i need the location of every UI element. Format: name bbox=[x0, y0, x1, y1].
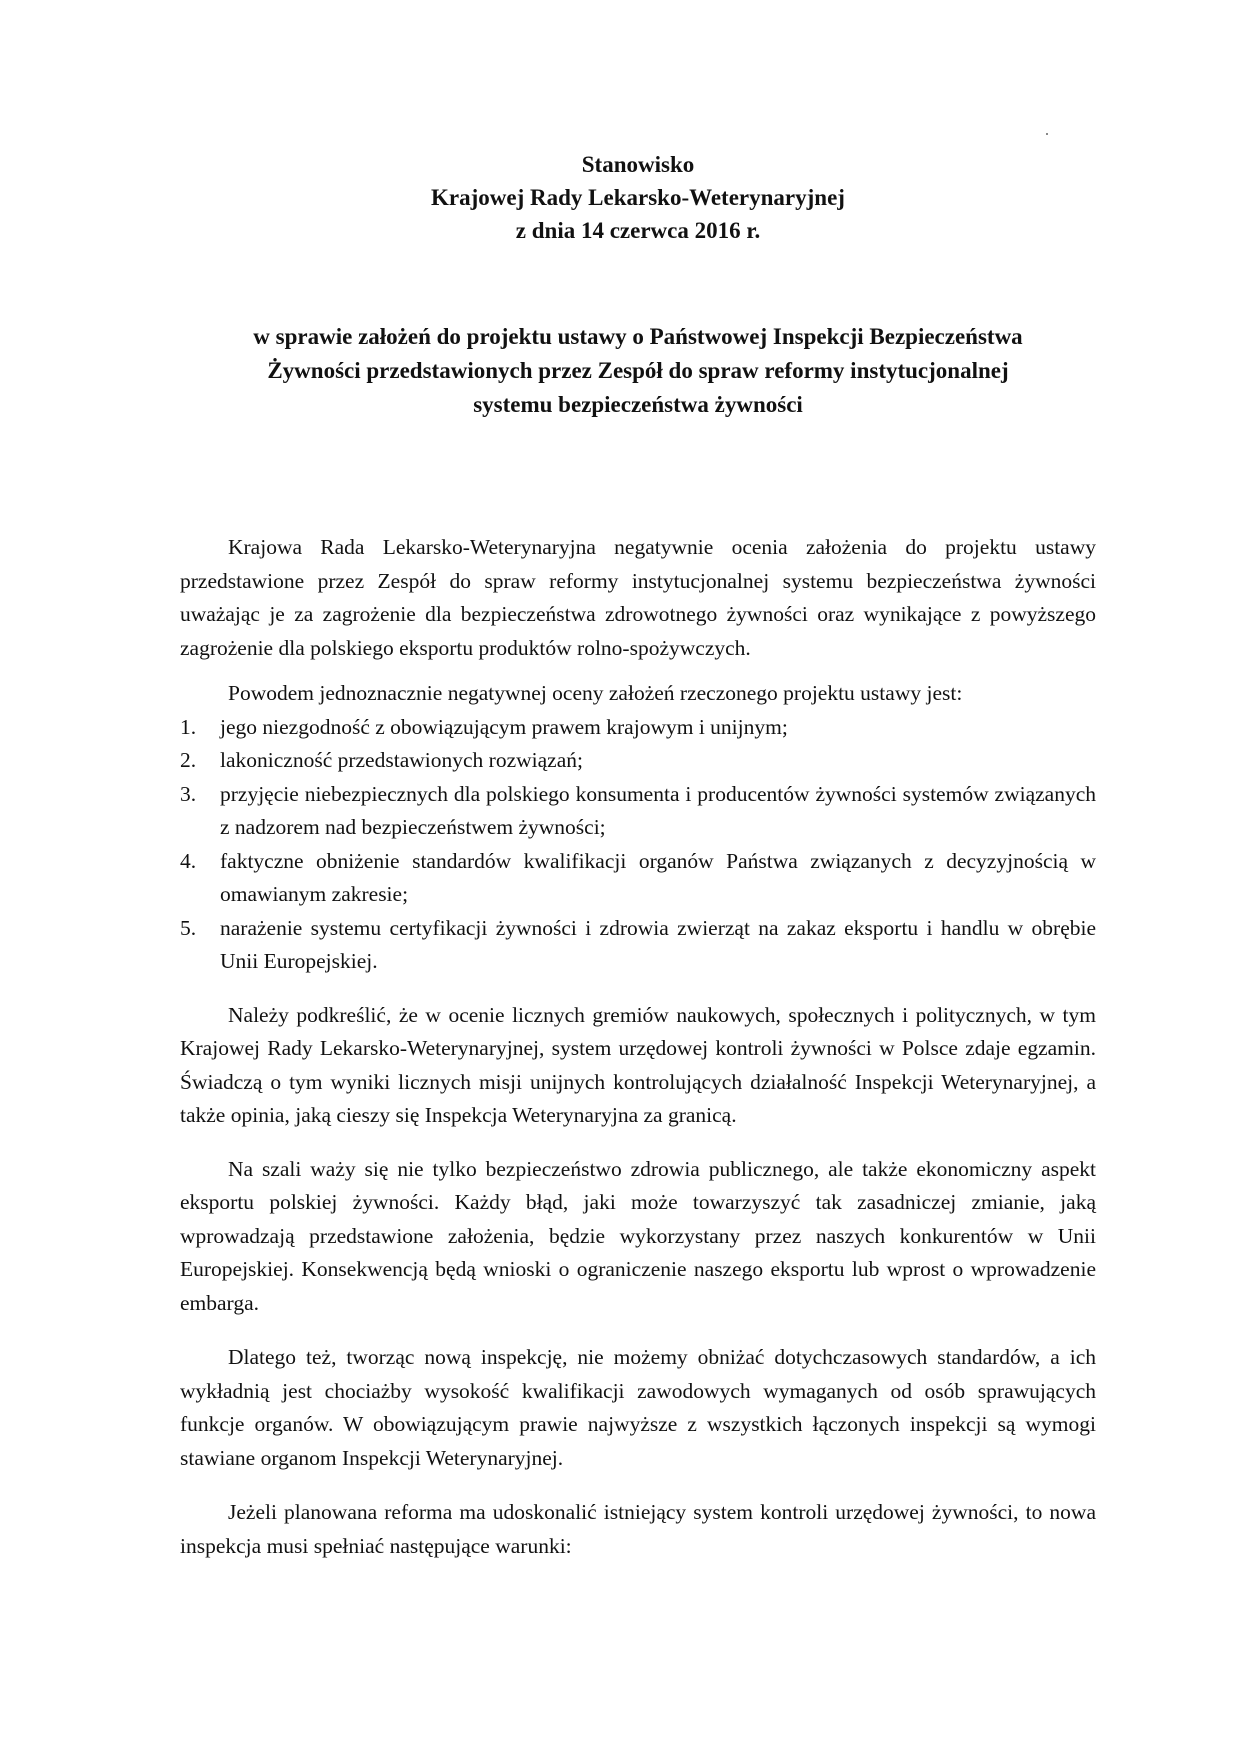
list-item-number: 3. bbox=[180, 781, 197, 806]
header-date: z dnia 14 czerwca 2016 r. bbox=[515, 218, 761, 243]
subject-line-2: Żywności przedstawionych przez Zespół do spraw reformy instytucjonalnej bbox=[267, 358, 1009, 383]
paragraph-5: Dlatego też, tworząc nową inspekcję, nie możemy obniżać dotychczasowych standardów, a ich wykładnią jest chociażby wysokość kwalifikacji zawodowych wymaganych od osób sprawujących funkcje organów. W obowiązującym prawie najwyższe z wszystkich łączonych inspekcji są wymogi stawiane organom Inspekcji Weterynaryjnej. bbox=[180, 1345, 1096, 1470]
list-item bbox=[180, 744, 1096, 778]
paragraph-1: Krajowa Rada Lekarsko-Weterynaryjna negatywnie ocenia założenia do projektu ustawy przedstawione przez Zespół do spraw reformy instytucjonalnej systemu bezpieczeństwa żywności uważając je za zagrożenie dla bezpieczeństwa zdrowotnego żywności oraz wynikające z powyższego zagrożenie dla polskiego eksportu produktów rolno-spożywczych. bbox=[180, 535, 1096, 660]
list-item-text: narażenie systemu certyfikacji żywności i zdrowia zwierząt na zakaz eksportu i handlu w obrębie Unii Europejskiej. bbox=[220, 915, 1096, 973]
document-content bbox=[180, 148, 1096, 1563]
list-item bbox=[180, 912, 1096, 979]
document-subject bbox=[180, 320, 1096, 422]
list-item bbox=[180, 778, 1096, 845]
header-title: Stanowisko bbox=[581, 152, 695, 177]
list-item-text: przyjęcie niebezpiecznych dla polskiego konsumenta i producentów żywności systemów związanych z nadzorem nad bezpieczeństwem żywności; bbox=[220, 781, 1096, 839]
list-item-text: lakoniczność przedstawionych rozwiązań; bbox=[220, 748, 583, 772]
subject-line-3: systemu bezpieczeństwa żywności bbox=[473, 392, 803, 417]
list-item-number: 4. bbox=[180, 848, 197, 873]
list-item-number: 5. bbox=[180, 915, 197, 940]
list-item-number: 1. bbox=[180, 714, 197, 739]
paragraph-2: Powodem jednoznacznie negatywnej oceny założeń rzeczonego projektu ustawy jest: bbox=[228, 681, 963, 705]
list-item bbox=[180, 845, 1096, 912]
list-item bbox=[180, 711, 1096, 745]
scan-artifact bbox=[1046, 133, 1048, 135]
subject-line-1: w sprawie założeń do projektu ustawy o Państwowej Inspekcji Bezpieczeństwa bbox=[253, 324, 1023, 349]
document-header bbox=[180, 148, 1096, 247]
reasons-list bbox=[180, 711, 1096, 979]
paragraph-3: Należy podkreślić, że w ocenie licznych gremiów naukowych, społecznych i politycznych, w tym Krajowej Rady Lekarsko-Weterynaryjnej, system urzędowej kontroli żywności w Polsce zdaje egzamin. Świadczą o tym wyniki licznych misji unijnych kontrolujących działalność Inspekcji Weterynaryjnej, a także opinia, jaką cieszy się Inspekcja Weterynaryjna za granicą. bbox=[180, 1002, 1096, 1127]
header-issuer: Krajowej Rady Lekarsko-Weterynaryjnej bbox=[431, 185, 845, 210]
paragraph-6: Jeżeli planowana reforma ma udoskonalić istniejący system kontroli urzędowej żywności, to nowa inspekcja musi spełniać następujące warunki: bbox=[180, 1500, 1096, 1558]
list-item-text: jego niezgodność z obowiązującym prawem krajowym i unijnym; bbox=[220, 714, 788, 739]
list-item-text: faktyczne obniżenie standardów kwalifikacji organów Państwa związanych z decyzyjnością w omawianym zakresie; bbox=[220, 848, 1096, 906]
paragraph-4: Na szali waży się nie tylko bezpieczeństwo zdrowia publicznego, ale także ekonomiczny aspekt eksportu polskiej żywności. Każdy błąd, jaki może towarzyszyć tak zasadniczej zmianie, jaką wprowadzają przedstawione założenia, będzie wykorzystany przez naszych konkurentów w Unii Europejskiej. Konsekwencją będą wnioski o ograniczenie naszego eksportu lub wprost o wprowadzenie embarga. bbox=[180, 1156, 1096, 1315]
list-item-number: 2. bbox=[180, 748, 197, 772]
